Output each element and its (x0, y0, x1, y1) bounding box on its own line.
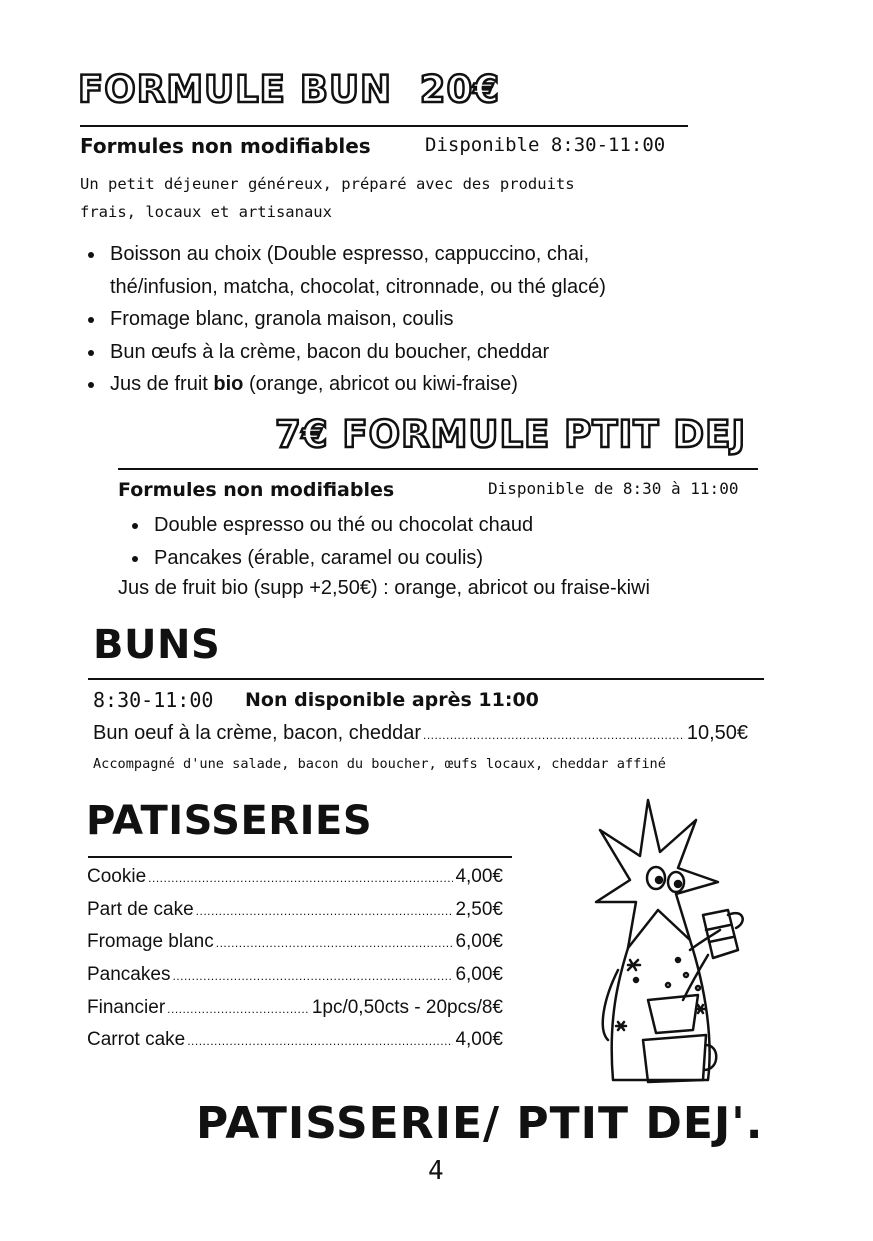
dot-leader (167, 1002, 310, 1016)
patisseries-title: PATISSERIES (86, 798, 373, 844)
formule-bun-note: Formules non modifiables (80, 134, 371, 158)
buns-hours: 8:30-11:00 (93, 688, 214, 712)
formule-bun-description-line2: frais, locaux et artisanaux (80, 203, 332, 221)
star-character-illustration (578, 790, 748, 1090)
list-item: Fromage blanc, granola maison, coulis (82, 303, 606, 336)
patisserie-price: 4,00€ (455, 866, 503, 887)
list-item: Bun œufs à la crème, bacon du boucher, cheddar (82, 336, 606, 369)
patisserie-price: 6,00€ (455, 931, 503, 952)
patisserie-name: Financier (87, 997, 166, 1018)
buns-item-row (93, 722, 748, 745)
buns-item-name: Bun oeuf à la crème, bacon, cheddar (93, 722, 421, 744)
buns-title: BUNS (93, 622, 221, 668)
patisserie-row (87, 964, 503, 986)
formule-bun-description-line1: Un petit déjeuner généreux, préparé avec des produits (80, 175, 575, 193)
formule-ptit-dej-note: Formules non modifiables (118, 479, 395, 501)
patisserie-price: 6,00€ (455, 964, 503, 985)
patisserie-price: 2,50€ (455, 899, 503, 920)
formule-bun-rule (80, 125, 688, 127)
patisserie-name: Cookie (87, 866, 147, 887)
dot-leader (148, 871, 453, 885)
formule-bun-title: FORMULE BUN 20€ (78, 68, 501, 111)
patisserie-row (87, 1029, 503, 1051)
formule-bun-items (82, 238, 606, 401)
dot-leader (187, 1034, 453, 1048)
list-item: Jus de fruit bio (orange, abricot ou kiwi-fraise) (82, 368, 606, 401)
formule-ptit-dej-items (126, 509, 533, 574)
dot-leader (172, 969, 453, 983)
dot-leader (423, 728, 685, 742)
buns-item-price: 10,50€ (686, 722, 748, 744)
list-item: Pancakes (érable, caramel ou coulis) (126, 542, 533, 575)
formule-ptit-dej-rule (118, 468, 758, 470)
patisserie-name: Carrot cake (87, 1029, 186, 1050)
dot-leader (216, 936, 454, 950)
patisserie-price: 1pc/0,50cts - 20pcs/8€ (311, 997, 503, 1018)
formule-ptit-dej-availability: Disponible de 8:30 à 11:00 (488, 479, 739, 498)
patisserie-row (87, 997, 503, 1019)
patisserie-row (87, 899, 503, 921)
list-item: Boisson au choix (Double espresso, cappuccino, chai, (82, 238, 606, 271)
patisserie-row (87, 931, 503, 953)
dot-leader (196, 904, 454, 918)
footer-title: PATISSERIE/ PTIT DEJ'. (196, 1098, 764, 1149)
patisseries-rule (88, 856, 512, 858)
patisserie-row (87, 866, 503, 888)
patisserie-price: 4,00€ (455, 1029, 503, 1050)
buns-rule (88, 678, 764, 680)
formule-bun-availability: Disponible 8:30-11:00 (425, 134, 666, 156)
formule-ptit-dej-title: 7€ FORMULE PTIT DEJ (275, 413, 747, 456)
list-item: Double espresso ou thé ou chocolat chaud (126, 509, 533, 542)
patisserie-name: Pancakes (87, 964, 171, 985)
bio-label: bio (213, 373, 244, 395)
buns-item-description: Accompagné d'une salade, bacon du boucher, œufs locaux, cheddar affiné (93, 756, 666, 772)
list-item-continuation: thé/infusion, matcha, chocolat, citronnade, ou thé glacé) (110, 275, 606, 298)
page-number: 4 (428, 1156, 444, 1186)
buns-note: Non disponible après 11:00 (245, 689, 539, 711)
patisserie-name: Fromage blanc (87, 931, 214, 952)
formule-ptit-dej-extra: Jus de fruit bio (supp +2,50€) : orange, abricot ou fraise-kiwi (118, 577, 650, 599)
patisserie-name: Part de cake (87, 899, 194, 920)
